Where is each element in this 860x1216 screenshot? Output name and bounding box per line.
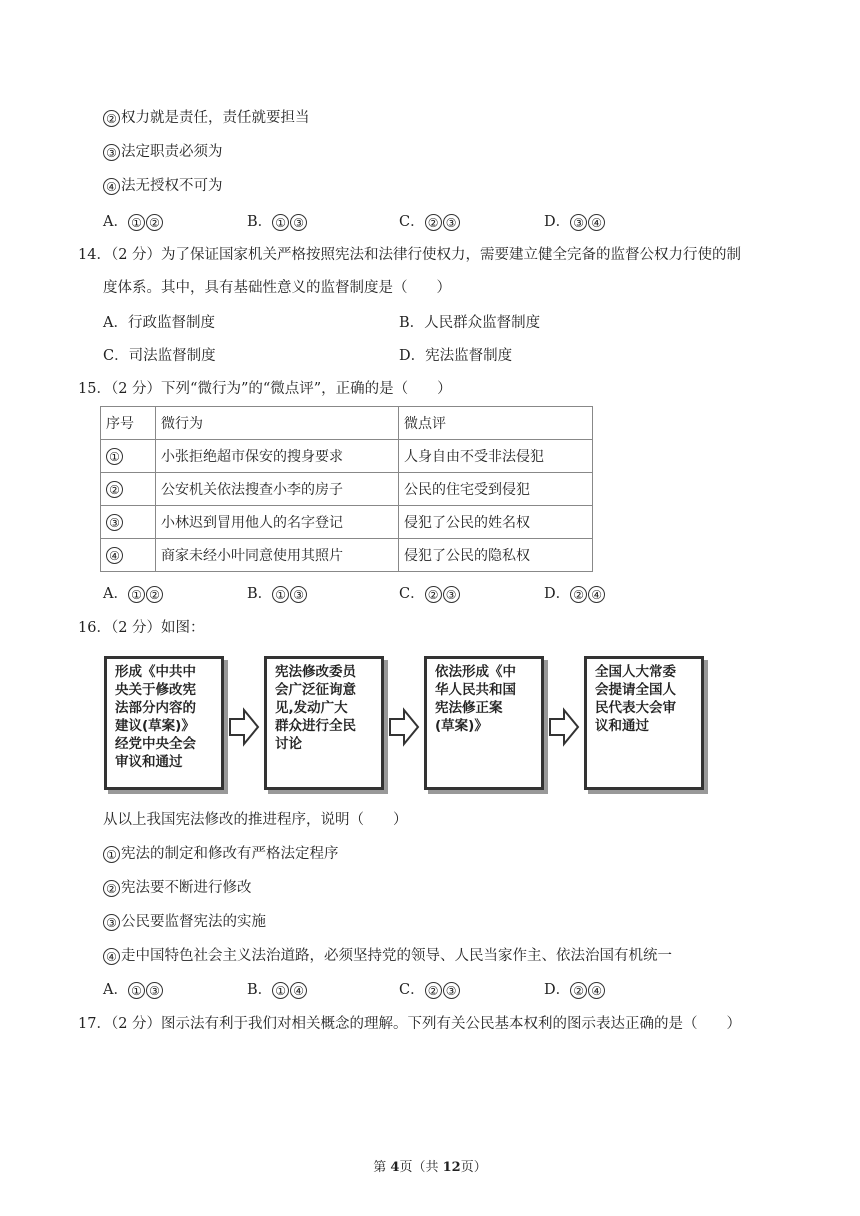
circled-number: ④	[588, 586, 605, 603]
table-header-row	[101, 407, 593, 440]
flow-box-4: 全国人大常委 会提请全国人 民代表大会审 议和通过	[584, 656, 704, 790]
q16-item-2: ② 宪法要不断进行修改	[103, 878, 252, 898]
circled-number: ②	[146, 586, 163, 603]
table-row	[101, 506, 593, 539]
circled-number: ②	[106, 481, 123, 498]
q16-stem: 16．（2 分）如图：	[78, 620, 205, 636]
q17-stem: 17．（2 分）图示法有利于我们对相关概念的理解。下列有关公民基本权利的图示表达正确的是（ ）	[78, 1016, 742, 1032]
circled-number: ②	[103, 110, 120, 127]
table-header: 微行为	[156, 407, 399, 440]
circled-number: ③	[443, 586, 460, 603]
circled-number: ④	[290, 982, 307, 999]
circled-number: ①	[106, 448, 123, 465]
q16-item-1: ① 宪法的制定和修改有严格法定程序	[103, 844, 339, 864]
circled-number: ①	[103, 846, 120, 863]
circled-number: ③	[106, 514, 123, 531]
table-cell: 侵犯了公民的姓名权	[399, 506, 593, 539]
flow-box-3: 依法形成《中 华人民共和国 宪法修正案 (草案)》	[424, 656, 544, 790]
q16-option-a: A． ① ③	[103, 980, 164, 1000]
q14-option-d: D．宪法监督制度	[399, 348, 513, 364]
circled-number: ①	[272, 214, 289, 231]
circled-number: ①	[272, 982, 289, 999]
circled-number: ④	[106, 547, 123, 564]
table-row	[101, 539, 593, 572]
table-row	[101, 440, 593, 473]
circled-number: ②	[570, 586, 587, 603]
flow-box-2: 宪法修改委员 会广泛征询意 见,发动广大 群众进行全民 讨论	[264, 656, 384, 790]
total-pages: 12	[442, 1160, 461, 1175]
q16-option-b: B． ① ④	[247, 980, 308, 1000]
flow-box-1: 形成《中共中 央关于修改宪 法部分内容的 建议(草案)》 经党中央全会 审议和通过	[104, 656, 224, 790]
page-number: 4	[390, 1160, 400, 1175]
circled-number: ②	[570, 982, 587, 999]
right-arrow-icon	[548, 707, 580, 747]
q14-option-b: B．人民群众监督制度	[399, 315, 541, 331]
q15-table	[100, 406, 593, 572]
circled-number: ③	[103, 914, 120, 931]
q13-item-4: ④ 法无授权不可为	[103, 176, 223, 196]
circled-number: ④	[588, 982, 605, 999]
table-cell: 小林迟到冒用他人的名字登记	[156, 506, 399, 539]
circled-number: ②	[425, 586, 442, 603]
circled-number: ③	[146, 982, 163, 999]
page-footer: 第 4页（共 12页）	[373, 1160, 487, 1175]
q15-option-b: B． ① ③	[247, 584, 308, 604]
right-arrow-icon	[388, 707, 420, 747]
circled-number: ①	[272, 586, 289, 603]
q16-item-3: ③ 公民要监督宪法的实施	[103, 912, 266, 932]
q16-prompt: 从以上我国宪法修改的推进程序，说明（ ）	[103, 812, 408, 828]
q14-option-a: A．行政监督制度	[103, 315, 215, 331]
q13-option-d: D． ③ ④	[544, 212, 606, 232]
table-header: 微点评	[399, 407, 593, 440]
q16-option-d: D． ② ④	[544, 980, 606, 1000]
q14-stem-line1: 14．（2 分）为了保证国家机关严格按照宪法和法律行使权力，需要建立健全完备的监督公权力行使的制	[78, 247, 742, 263]
circled-number: ③	[290, 214, 307, 231]
circled-number: ②	[146, 214, 163, 231]
circled-number: ②	[103, 880, 120, 897]
table-cell: 小张拒绝超市保安的搜身要求	[156, 440, 399, 473]
table-cell: 商家未经小叶同意使用其照片	[156, 539, 399, 572]
q14-stem-line2: 度体系。其中，具有基础性意义的监督制度是（ ）	[103, 280, 451, 296]
table-cell: 人身自由不受非法侵犯	[399, 440, 593, 473]
table-header: 序号	[101, 407, 156, 440]
circled-number: ④	[103, 178, 120, 195]
q15-option-a: A． ① ②	[103, 584, 164, 604]
circled-number: ④	[103, 948, 120, 965]
q13-option-c: C． ② ③	[399, 212, 461, 232]
q16-option-c: C． ② ③	[399, 980, 461, 1000]
circled-number: ④	[588, 214, 605, 231]
circled-number: ③	[103, 144, 120, 161]
circled-number: ①	[128, 982, 145, 999]
q13-item-3: ③ 法定职责必须为	[103, 142, 223, 162]
table-cell: 公民的住宅受到侵犯	[399, 473, 593, 506]
table-row	[101, 473, 593, 506]
table-cell: 公安机关依法搜查小李的房子	[156, 473, 399, 506]
circled-number: ③	[443, 214, 460, 231]
circled-number: ①	[128, 586, 145, 603]
circled-number: ①	[128, 214, 145, 231]
q15-stem: 15．（2 分）下列“微行为”的“微点评”，正确的是（ ）	[78, 381, 452, 397]
circled-number: ③	[290, 586, 307, 603]
q14-option-c: C．司法监督制度	[103, 348, 216, 364]
circled-number: ③	[570, 214, 587, 231]
q15-option-c: C． ② ③	[399, 584, 461, 604]
circled-number: ②	[425, 214, 442, 231]
right-arrow-icon	[228, 707, 260, 747]
q13-item-2: ② 权力就是责任，责任就要担当	[103, 108, 310, 128]
circled-number: ③	[443, 982, 460, 999]
q16-item-4: ④ 走中国特色社会主义法治道路，必须坚持党的领导、人民当家作主、依法治国有机统一	[103, 946, 672, 966]
q13-option-a: A． ① ②	[103, 212, 164, 232]
table-cell: 侵犯了公民的隐私权	[399, 539, 593, 572]
q13-option-b: B． ① ③	[247, 212, 308, 232]
q15-option-d: D． ② ④	[544, 584, 606, 604]
circled-number: ②	[425, 982, 442, 999]
